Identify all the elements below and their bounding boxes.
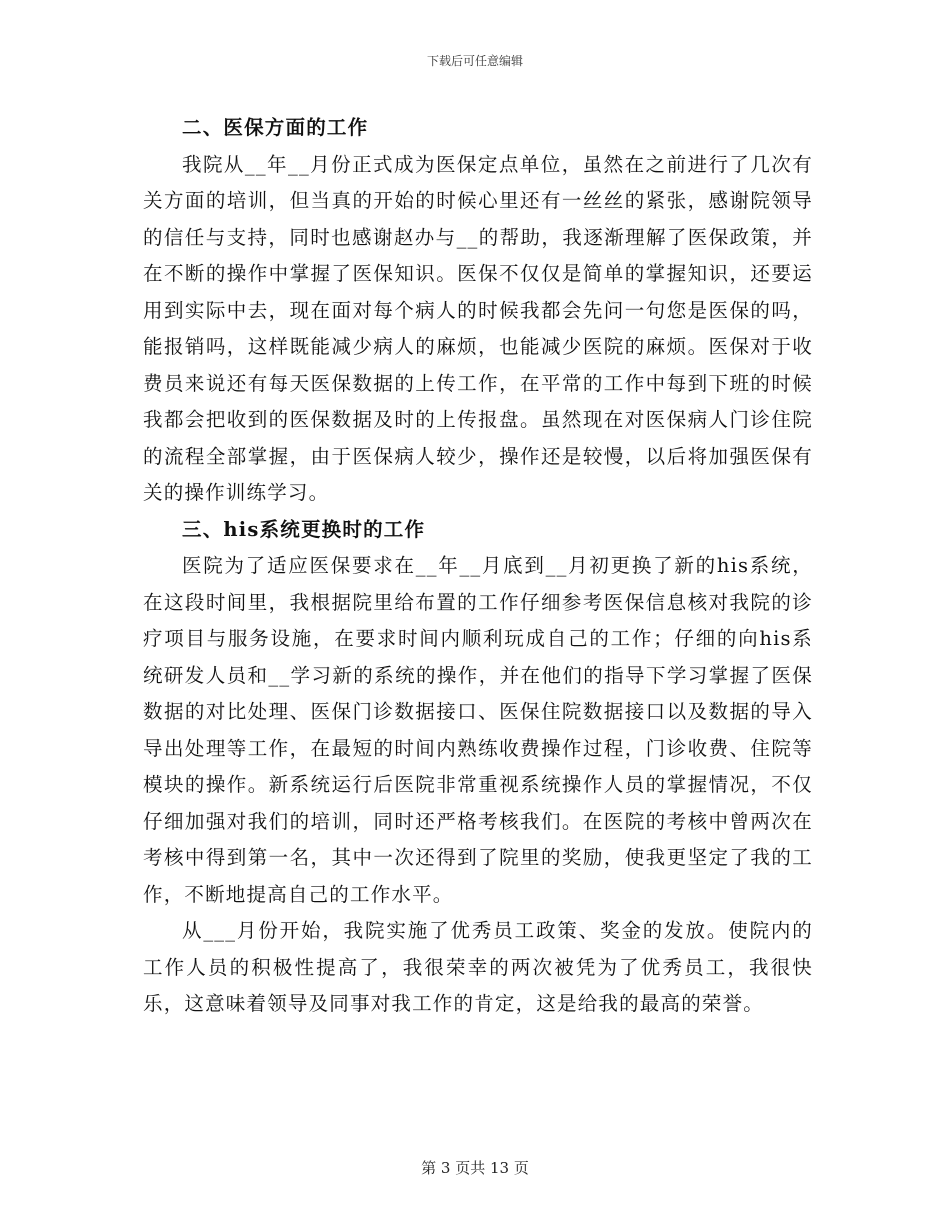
document-body bbox=[143, 110, 813, 1023]
page-footer: 第 3 页共 13 页 bbox=[421, 1159, 529, 1177]
paragraph-medical-insurance: 我院从__年__月份正式成为医保定点单位，虽然在之前进行了几次有关方面的培训，但当真的开始的时候心里还有一丝丝的紧张，感谢院领导的信任与支持，同时也感谢赵办与__的帮助，我逐渐理解了医保政策，并在不断的操作中掌握了医保知识。医保不仅仅是简单的掌握知识，还要运用到实际中去，现在面对每个病人的时候我都会先问一句您是医保的吗，能报销吗，这样既能减少病人的麻烦，也能减少医院的麻烦。医保对于收费员来说还有每天医保数据的上传工作，在平常的工作中每到下班的时候我都会把收到的医保数据及时的上传报盘。虽然现在对医保病人门诊住院的流程全部掌握，由于医保病人较少，操作还是较慢，以后将加强医保有关的操作训练学习。 bbox=[143, 152, 813, 504]
section-heading-medical-insurance: 二、医保方面的工作 bbox=[182, 116, 369, 139]
section-heading-his-system: 三、his系统更换时的工作 bbox=[182, 517, 426, 541]
page-header: 下载后可任意编辑 bbox=[426, 54, 523, 68]
paragraph-excellent-employee: 从___月份开始，我院实施了优秀员工政策、奖金的发放。使院内的工作人员的积极性提高了，我很荣幸的两次被凭为了优秀员工，我很快乐，这意味着领导及同事对我工作的肯定，这是给我的最高的荣誉。 bbox=[143, 919, 813, 1015]
paragraph-his-system: 医院为了适应医保要求在__年__月底到__月初更换了新的his系统，在这段时间里，我根据院里给布置的工作仔细参考医保信息核对我院的诊疗项目与服务设施，在要求时间内顺利玩成自己的工作；仔细的向his系统研发人员和__学习新的系统的操作，并在他们的指导下学习掌握了医保数据的对比处理、医保门诊数据接口、医保住院数据接口以及数据的导入导出处理等工作，在最短的时间内熟练收费操作过程，门诊收费、住院等模块的操作。新系统运行后医院非常重视系统操作人员的掌握情况，不仅仔细加强对我们的培训，同时还严格考核我们。在医院的考核中曾两次在考核中得到第一名，其中一次还得到了院里的奖励，使我更坚定了我的工作，不断地提高自己的工作水平。 bbox=[143, 554, 813, 906]
